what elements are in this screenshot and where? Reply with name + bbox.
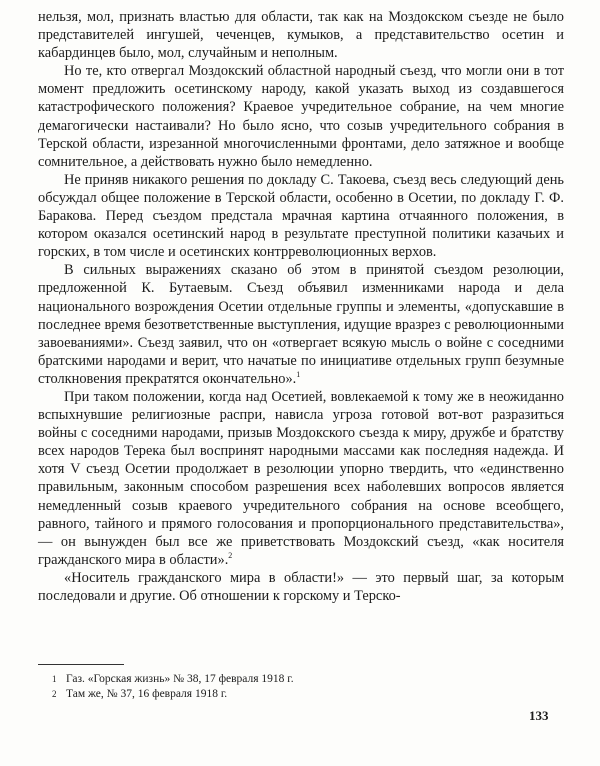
footnote-text: Там же, № 37, 16 февраля 1918 г.	[66, 687, 228, 700]
paragraph-5: При таком положении, когда над Осетией, вовлекаемой к тому же в неожиданно вспыхнувшие религиозные распри, нависла угроза готовой вот-вот разразиться войны с соседними народами, призыв Моздокского съезда к миру, дружбе и братству всех народов Терека был воспринят народными массами как последняя надежда. И хотя V съезд Осетии продолжает в резолюции упорно твердить, что «единственно правильным, законным способом разрешения всех наболевших вопросов является немедленный созыв краевого учредительного собрания на основе всеобщего, равного, тайного и прямого голосования и пропорционального представительства»,— он вынужден был все же приветствовать Моздокский съезд, «как носителя гражданского мира в области».$^2$	[38, 388, 564, 568]
paragraph-4: В сильных выражениях сказано об этом в принятой съездом резолюции, предложенной К. Бутаевым. Съезд объявил изменниками народа и дела национального возрождения Осетии отдельные группы и элементы, «допускавшие в последнее время безответственные выступления, идущие вразрез с революционными завоеваниями». Съезд заявил, что он «отвергает всякую мысль о войне с соседними братскими народами и верит, что начатые по инициативе отдельных групп безумные столкновения прекратятся окончательно».$^1$	[38, 262, 564, 387]
footnote-mark: 1	[52, 674, 57, 684]
paragraph-2: Но те, кто отвергал Моздокский областной народный съезд, что могли они в тот момент предложить осетинскому народу, какой указать выход из создавшегося катастрофического положения? Краевое учредительное собрание, на чем многие демагогически настаивали? Но было ясно, что созыв учредительного собрания в Терской области, изрезанной многочисленными фронтами, дело затяжное и вообще сомнительное, а действовать нужно было немедленно.	[38, 63, 564, 170]
footnote-reference-2: 2	[228, 551, 233, 561]
paragraph-6: «Носитель гражданского мира в области!» — это первый шаг, за которым последовали и другие. Об отношении к горскому и Терско-	[38, 569, 564, 604]
main-text	[38, 8, 564, 605]
footnote-1	[52, 672, 552, 687]
paragraph-1: нельзя, мол, признать властью для области, так как на Моздокском съезде не было представителей ингушей, чеченцев, кумыков, а представительство осетин и кабардинцев было, мол, случайным и неполным.	[38, 9, 564, 62]
footnote-divider	[38, 664, 124, 665]
page-number: 133	[529, 708, 549, 723]
paragraph-3: Не приняв никакого решения по докладу С. Такоева, съезд весь следующий день обсуждал общее положение в Терской области, особенно в Осетии, по докладу Г. Ф. Баракова. Перед съездом предстала мрачная картина отчаянного положения, в котором оказался осетинский народ в результате преступной политики казачьих и горских, в том числе и осетинских контрреволюционных верхов.	[38, 171, 564, 261]
footnote-mark: 2	[52, 688, 57, 699]
footnotes	[52, 672, 552, 701]
footnote-2	[52, 687, 552, 702]
footnote-text: Газ. «Горская жизнь» № 38, 17 февраля 1918 г.	[66, 673, 294, 685]
footnote-reference-1: 1	[296, 370, 301, 380]
